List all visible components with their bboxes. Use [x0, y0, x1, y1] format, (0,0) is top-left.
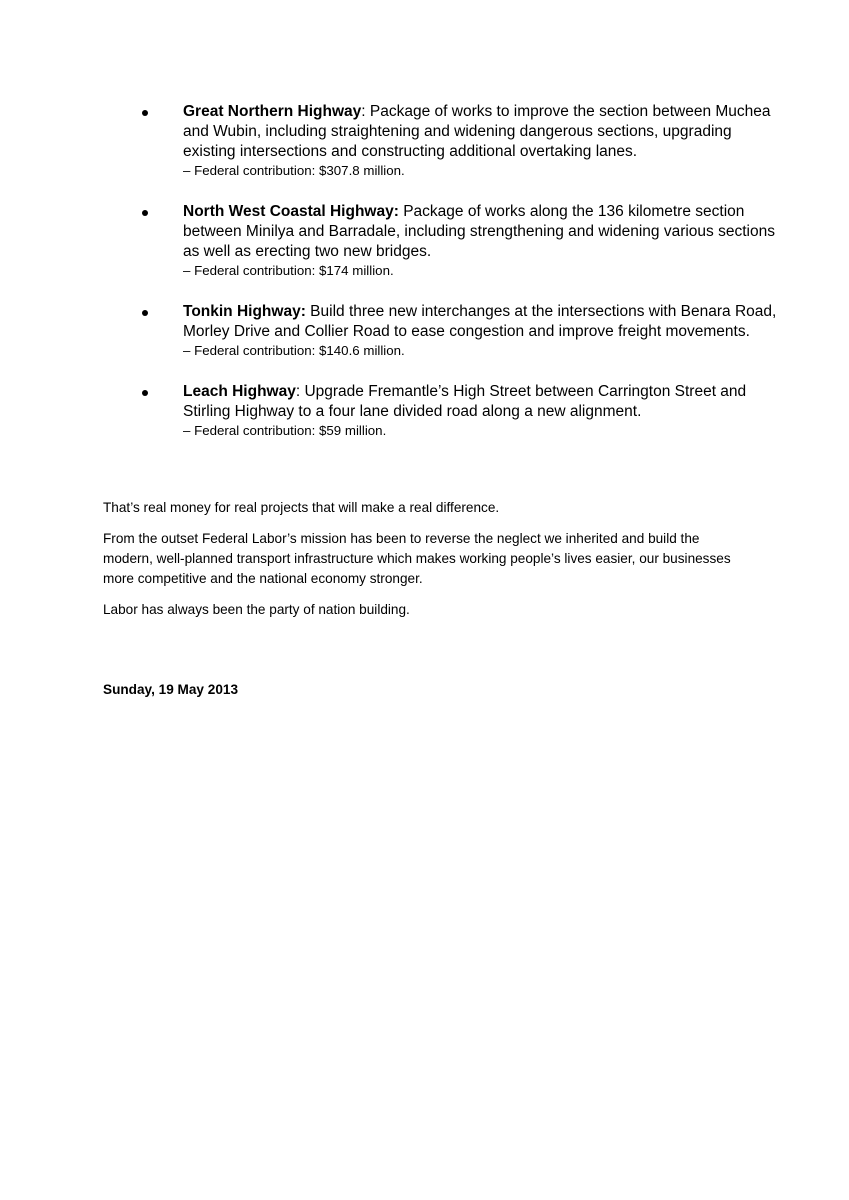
- federal-contribution: – Federal contribution: $307.8 million.: [183, 163, 405, 178]
- paragraph: From the outset Federal Labor’s mission has been to reverse the neglect we inherited and build the modern, well-planned transport infrastructure which makes working people’s lives easier, our businesses more competitive and the national economy stronger.: [103, 531, 731, 586]
- title-separator: :: [295, 383, 301, 400]
- release-date: Sunday, 19 May 2013: [103, 682, 239, 697]
- federal-contribution: – Federal contribution: $174 million.: [183, 263, 394, 278]
- project-body: Upgrade Fremantle’s High Street between Carrington Street and Stirling Highway to a four lane divided road along a new alignment.: [183, 383, 747, 420]
- list-item: [142, 102, 782, 180]
- list-item: [142, 382, 782, 440]
- project-title: North West Coastal Highway:: [183, 203, 399, 220]
- list-item: [142, 302, 782, 360]
- project-description: [183, 102, 782, 162]
- paragraph: Labor has always been the party of nation building.: [103, 602, 410, 617]
- highway-projects-list: [142, 102, 782, 462]
- project-description: [183, 302, 782, 342]
- project-title: Leach Highway: [183, 383, 296, 400]
- project-body: Package of works to improve the section between Muchea and Wubin, including straightening and widening dangerous sections, upgrading existing intersections and constructing additional overtaking lanes.: [183, 103, 771, 160]
- list-item: [142, 202, 782, 280]
- project-body: Package of works along the 136 kilometre section between Minilya and Barradale, including strengthening and widening various sections as well as erecting two new bridges.: [183, 203, 775, 260]
- federal-contribution: – Federal contribution: $59 million.: [183, 423, 387, 438]
- bullet-dot-icon: [142, 310, 148, 316]
- project-body: Build three new interchanges at the intersections with Benara Road, Morley Drive and Collier Road to ease congestion and improve freight movements.: [183, 303, 777, 340]
- project-title: Tonkin Highway:: [183, 303, 306, 320]
- body-paragraphs: [103, 498, 753, 631]
- project-description: [183, 382, 782, 422]
- bullet-dot-icon: [142, 390, 148, 396]
- federal-contribution: – Federal contribution: $140.6 million.: [183, 343, 405, 358]
- bullet-dot-icon: [142, 210, 148, 216]
- project-title: Great Northern Highway: [183, 103, 362, 120]
- bullet-dot-icon: [142, 110, 148, 116]
- paragraph: That’s real money for real projects that will make a real difference.: [103, 500, 500, 515]
- title-separator: :: [361, 103, 366, 120]
- project-description: [183, 202, 782, 262]
